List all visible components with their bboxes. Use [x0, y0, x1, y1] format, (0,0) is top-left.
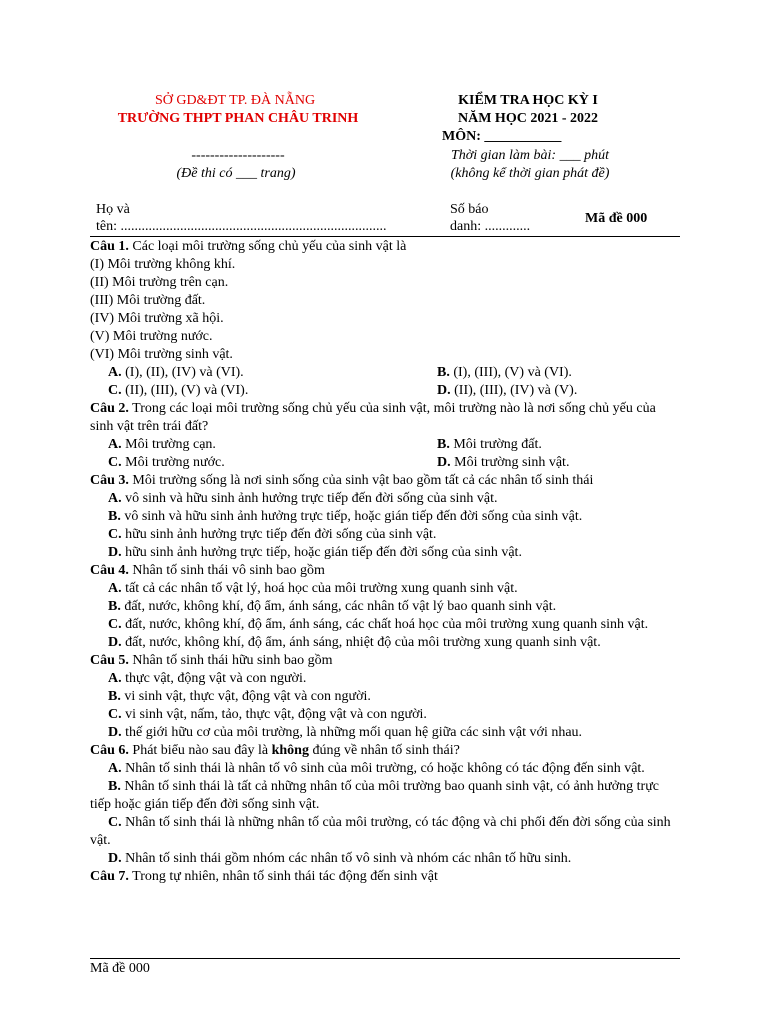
page-count: (Đề thi có ___ trang)	[176, 166, 296, 181]
time-note: (không kể thời gian phát đề)	[450, 166, 610, 181]
q6-option-c[interactable]: C. Nhân tố sinh thái là những nhân tố của môi trường, có tác động và chi phối đến đời sống của sinh vật.	[90, 815, 671, 848]
sbd-label: Số báo	[450, 202, 489, 217]
dept-name: SỞ GD&ĐT TP. ĐÀ NẴNG	[154, 93, 316, 108]
q1-item: (I) Môi trường không khí.	[90, 257, 236, 272]
q2-options-row-1	[90, 436, 682, 454]
q2-options-row-2	[90, 454, 682, 472]
school-name: TRƯỜNG THPT PHAN CHÂU TRINH	[117, 111, 359, 126]
q3-option-b[interactable]: B. vô sinh và hữu sinh ảnh hưởng trực tiếp, hoặc gián tiếp đến đời sống của sinh vật.	[108, 509, 583, 524]
q2-option-d[interactable]: D. Môi trường sinh vật.	[437, 455, 570, 470]
time-limit: Thời gian làm bài: ___ phút	[451, 148, 609, 163]
name-field[interactable]: tên: ............................................................................	[96, 219, 387, 234]
q1-item: (III) Môi trường đất.	[90, 293, 206, 308]
question-7: Câu 7. Trong tự nhiên, nhân tố sinh thái tác động đến sinh vật	[90, 869, 438, 884]
footer-exam-code: Mã đề 000	[90, 961, 150, 976]
q2-option-b[interactable]: B. Môi trường đất.	[437, 437, 542, 452]
q5-option-d[interactable]: D. thế giới hữu cơ của môi trường, là những mối quan hệ giữa các sinh vật với nhau.	[108, 725, 583, 740]
header-divider	[90, 236, 680, 237]
subject-line: MÔN: ___________	[442, 129, 562, 144]
q4-option-b[interactable]: B. đất, nước, không khí, độ ẩm, ánh sáng, các nhân tố vật lý bao quanh sinh vật.	[108, 599, 557, 614]
q5-option-c[interactable]: C. vi sinh vật, nấm, tảo, thực vật, động vật và con người.	[108, 707, 427, 722]
exam-title: KIỂM TRA HỌC KỲ I	[458, 93, 598, 108]
q6-option-d[interactable]: D. Nhân tố sinh thái gồm nhóm các nhân tố vô sinh và nhóm các nhân tố hữu sinh.	[108, 851, 572, 866]
question-list	[90, 238, 682, 886]
q4-option-d[interactable]: D. đất, nước, không khí, độ ẩm, ánh sáng, nhiệt độ của môi trường xung quanh sinh vật.	[108, 635, 601, 650]
q3-option-d[interactable]: D. hữu sinh ảnh hưởng trực tiếp, hoặc gián tiếp đến đời sống của sinh vật.	[108, 545, 522, 560]
separator-dashes: --------------------	[191, 148, 285, 163]
q4-option-a[interactable]: A. tất cả các nhân tố vật lý, hoá học của môi trường xung quanh sinh vật.	[108, 581, 518, 596]
q1-option-a[interactable]: A. (I), (II), (IV) và (VI).	[108, 365, 244, 380]
q1-option-c[interactable]: C. (II), (III), (V) và (VI).	[108, 383, 249, 398]
q6-option-b[interactable]: B. Nhân tố sinh thái là tất cả những nhân tố của môi trường bao quanh sinh vật, có ảnh hưởng trực tiếp hoặc gián tiếp đến đời sống sinh vật.	[90, 779, 659, 812]
question-5: Câu 5. Nhân tố sinh thái hữu sinh bao gồm	[90, 653, 333, 668]
question-3: Câu 3. Môi trường sống là nơi sinh sống của sinh vật bao gồm tất cả các nhân tố sinh thái	[90, 473, 594, 488]
q1-item: (II) Môi trường trên cạn.	[90, 275, 229, 290]
question-6: Câu 6. Phát biểu nào sau đây là không đúng về nhân tố sinh thái?	[90, 743, 460, 758]
exam-code: Mã đề 000	[585, 211, 648, 226]
q5-option-a[interactable]: A. thực vật, động vật và con người.	[108, 671, 307, 686]
footer-divider	[90, 958, 680, 959]
q1-option-d[interactable]: D. (II), (III), (IV) và (V).	[437, 383, 578, 398]
q3-option-a[interactable]: A. vô sinh và hữu sinh ảnh hưởng trực tiếp đến đời sống của sinh vật.	[108, 491, 498, 506]
q2-option-c[interactable]: C. Môi trường nước.	[108, 455, 225, 470]
q6-option-a[interactable]: A. Nhân tố sinh thái là nhân tố vô sinh của môi trường, có hoặc không có tác động đến sinh vật.	[108, 761, 645, 776]
q5-option-b[interactable]: B. vi sinh vật, thực vật, động vật và con người.	[108, 689, 371, 704]
school-year: NĂM HỌC 2021 - 2022	[458, 111, 598, 126]
name-label: Họ và	[96, 202, 130, 217]
sbd-field[interactable]: danh: .............	[450, 219, 531, 234]
q1-item: (VI) Môi trường sinh vật.	[90, 347, 233, 362]
q1-item: (IV) Môi trường xã hội.	[90, 311, 224, 326]
q1-item: (V) Môi trường nước.	[90, 329, 213, 344]
q1-option-b[interactable]: B. (I), (III), (V) và (VI).	[437, 365, 572, 380]
question-2: Câu 2. Trong các loại môi trường sống chủ yếu của sinh vật, môi trường nào là nơi sống chủ yếu của sinh vật trên trái đất?	[90, 401, 656, 434]
question-4: Câu 4. Nhân tố sinh thái vô sinh bao gồm	[90, 563, 325, 578]
q2-option-a[interactable]: A. Môi trường cạn.	[108, 437, 216, 452]
question-1: Câu 1. Các loại môi trường sống chủ yếu của sinh vật là	[90, 239, 407, 254]
q4-option-c[interactable]: C. đất, nước, không khí, độ ẩm, ánh sáng, các chất hoá học của môi trường xung quanh sinh vật.	[108, 617, 649, 632]
q1-options-row-2	[90, 382, 682, 400]
q1-options-row-1	[90, 364, 682, 382]
q3-option-c[interactable]: C. hữu sinh ảnh hưởng trực tiếp đến đời sống của sinh vật.	[108, 527, 437, 542]
